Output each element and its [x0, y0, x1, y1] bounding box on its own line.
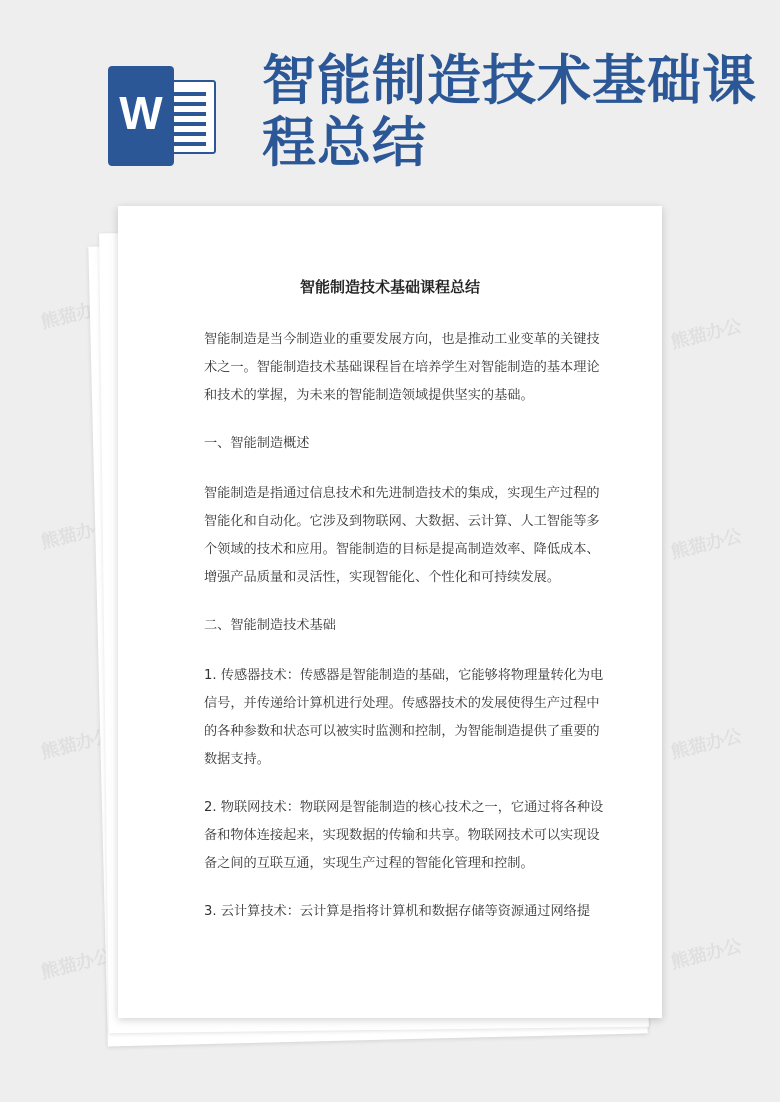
logo-letter: W [119, 87, 163, 139]
section-heading-fundamentals: 二、智能制造技术基础 [204, 618, 336, 633]
watermark-text: 熊猫办公 [38, 945, 114, 984]
watermark-text: 熊猫办公 [668, 725, 744, 764]
document-body [204, 326, 604, 946]
document-page [118, 206, 662, 1018]
paragraph-cloud: 3. 云计算技术：云计算是指将计算机和数据存储等资源通过网络提 [204, 904, 591, 919]
word-badge [108, 66, 174, 166]
watermark-text: 熊猫办公 [668, 525, 744, 564]
paragraph-overview: 智能制造是指通过信息技术和先进制造技术的集成，实现生产过程的智能化和自动化。它涉及到物联网、大数据、云计算、人工智能等多个领域的技术和应用。智能制造的目标是提高制造效率、降低成本、增强产品质量和灵活性，实现智能化、个性化和可持续发展。 [204, 486, 600, 585]
section-heading-overview: 一、智能制造概述 [204, 436, 310, 451]
paragraph-iot: 2. 物联网技术：物联网是智能制造的核心技术之一，它通过将各种设备和物体连接起来，实现数据的传输和共享。物联网技术可以实现设备之间的互联互通，实现生产过程的智能化管理和控制。 [204, 800, 604, 871]
word-logo-icon [108, 66, 220, 166]
watermark-text: 熊猫办公 [668, 935, 744, 974]
watermark-text: 熊猫办公 [38, 515, 114, 554]
paragraph-intro: 智能制造是当今制造业的重要发展方向，也是推动工业变革的关键技术之一。智能制造技术基础课程旨在培养学生对智能制造的基本理论和技术的掌握，为未来的智能制造领域提供坚实的基础。 [204, 332, 600, 403]
paragraph-sensor: 1. 传感器技术：传感器是智能制造的基础，它能够将物理量转化为电信号，并传递给计算机进行处理。传感器技术的发展使得生产过程中的各种参数和状态可以被实时监测和控制，为智能制造提供了重要的数据支持。 [204, 668, 604, 767]
watermark-text: 熊猫办公 [38, 725, 114, 764]
watermark-text: 熊猫办公 [668, 315, 744, 354]
page-title: 智能制造技术基础课程总结 [262, 49, 757, 174]
watermark-text: 熊猫办公 [38, 295, 114, 334]
document-heading: 智能制造技术基础课程总结 [299, 278, 480, 296]
